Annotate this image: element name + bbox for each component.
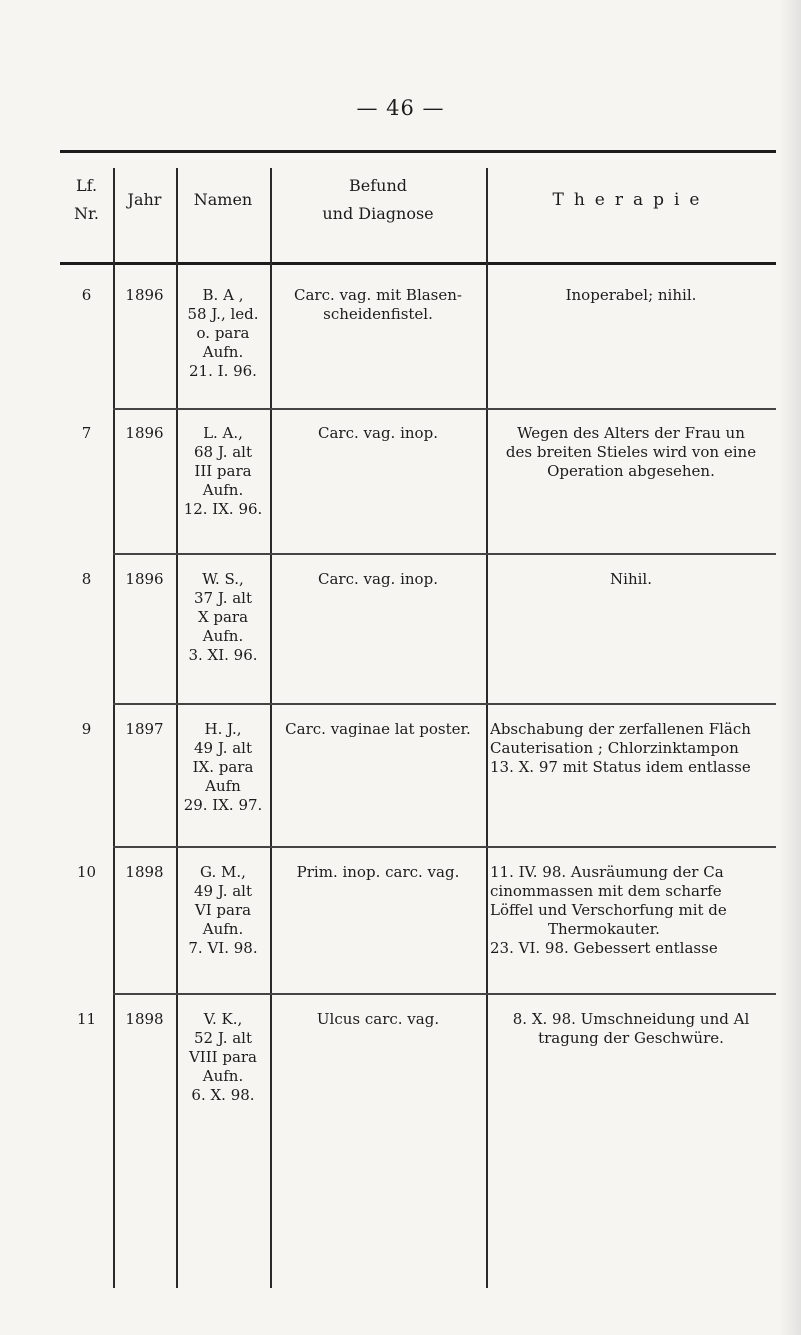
row-7-namen: L. A., 68 J. alt III para Aufn. 12. IX. 96. (183, 424, 263, 518)
row-9-befund: Carc. vaginae lat poster. (285, 720, 471, 738)
row-separator (113, 993, 776, 995)
row-11-nr: 11 (76, 1010, 97, 1028)
row-7-therapie: Wegen des Alters der Frau un des breiten Stieles wird von eine Operation abgesehen. (505, 424, 757, 480)
row-11-therapie: 8. X. 98. Umschneidung und Al tragung der Geschwüre. (512, 1010, 750, 1047)
row-8-nr: 8 (81, 570, 92, 588)
row-separator (113, 553, 776, 555)
row-8-namen: W. S., 37 J. alt X para Aufn. 3. XI. 96. (188, 570, 258, 664)
row-10-befund: Prim. inop. carc. vag. (296, 863, 460, 881)
header-lf-nr: Lf. Nr. (74, 176, 99, 223)
row-11-befund: Ulcus carc. vag. (316, 1010, 440, 1028)
row-separator (113, 846, 776, 848)
row-6-befund: Carc. vag. mit Blasen- scheidenfistel. (294, 286, 462, 323)
row-10-jahr: 1898 (125, 863, 164, 881)
row-10-therapie: 11. IV. 98. Ausräumung der Ca cinommassen mit dem scharfe Löffel und Verschorfung mit de Thermokauter. 23. VI. 98. Gebessert entlasse (490, 863, 727, 957)
page-edge-shadow (779, 0, 801, 1335)
row-6-nr: 6 (81, 286, 92, 304)
col-divider-4 (486, 168, 488, 1288)
header-therapie: Therapie (552, 190, 710, 210)
row-11-namen: V. K., 52 J. alt VIII para Aufn. 6. X. 98. (188, 1010, 258, 1104)
header-jahr: Jahr (127, 190, 162, 209)
header-befund: Befund und Diagnose (322, 176, 434, 223)
row-8-jahr: 1896 (125, 570, 164, 588)
row-9-namen: H. J., 49 J. alt IX. para Aufn 29. IX. 97. (183, 720, 263, 814)
top-rule (60, 150, 776, 153)
page-number-header: — 46 — (356, 96, 445, 120)
row-10-nr: 10 (76, 863, 97, 881)
row-6-namen: B. A , 58 J., led. o. para Aufn. 21. I. 96. (187, 286, 259, 380)
row-7-nr: 7 (81, 424, 92, 442)
row-10-namen: G. M., 49 J. alt VI para Aufn. 7. VI. 98. (188, 863, 258, 957)
row-separator (113, 408, 776, 410)
row-6-jahr: 1896 (125, 286, 164, 304)
row-11-jahr: 1898 (125, 1010, 164, 1028)
row-9-therapie: Abschabung der zerfallenen Fläch Cauterisation ; Chlorzinktampon 13. X. 97 mit Status idem entlasse (490, 720, 751, 776)
row-8-befund: Carc. vag. inop. (318, 570, 438, 588)
header-bottom-rule (60, 262, 776, 265)
row-9-jahr: 1897 (125, 720, 164, 738)
row-7-befund: Carc. vag. inop. (318, 424, 438, 442)
row-9-nr: 9 (81, 720, 92, 738)
row-6-therapie: Inoperabel; nihil. (565, 286, 697, 304)
row-7-jahr: 1896 (125, 424, 164, 442)
row-separator (113, 703, 776, 705)
header-namen: Namen (193, 190, 253, 209)
row-8-therapie: Nihil. (610, 570, 652, 588)
